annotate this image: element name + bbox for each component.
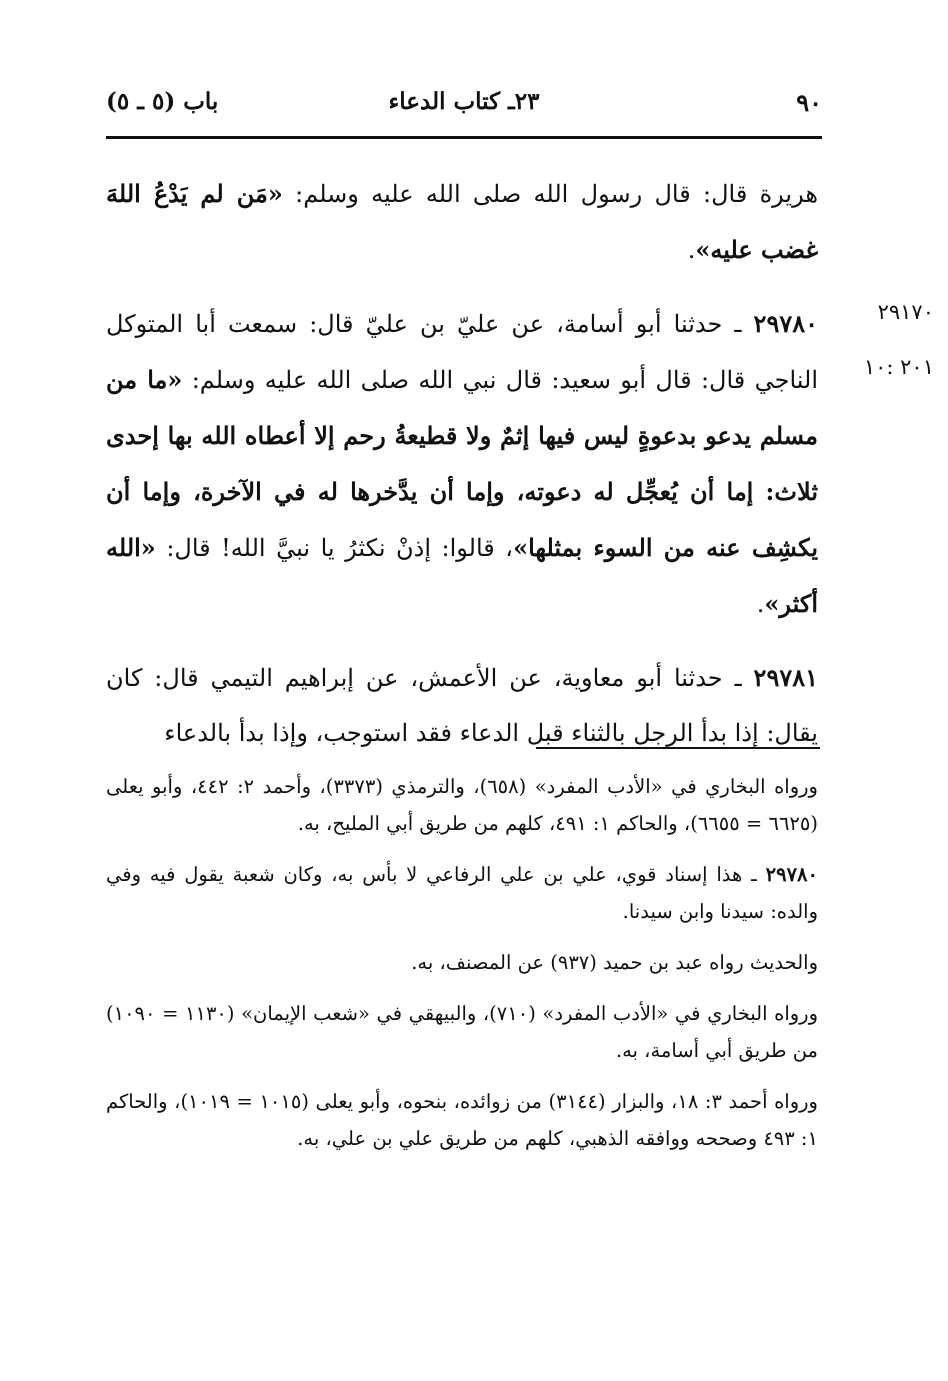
footnote: ورواه البخاري في «الأدب المفرد» (٦٥٨)، والترمذي (٣٣٧٣)، وأحمد ٢: ٤٤٢، وأبو يعلى (٦٦٢٥ = ٦٦٥٥)، والحاكم ١: ٤٩١، كلهم من طريق أبي المليح، به. xyxy=(106,775,818,835)
hadith-number: ٢٩٧٨٠ xyxy=(753,309,818,338)
margin-reference: ٢٠١ :١٠ xyxy=(863,355,934,379)
footnote-number: ٢٩٧٨٠ xyxy=(765,863,818,886)
page-number: ٩٠ xyxy=(796,88,822,117)
hadith-number: ٢٩٧٨١ xyxy=(753,663,818,692)
paragraph-text: هريرة قال: قال رسول الله صلى الله عليه وسلم: xyxy=(282,180,818,208)
paragraph-end: . xyxy=(687,236,696,264)
dialogue-text: ، قالوا: إذنْ نكثرُ يا نبيَّ الله! قال: xyxy=(155,534,514,562)
header-divider xyxy=(106,136,822,139)
hadith-29780 xyxy=(106,296,818,632)
footnote-text: ـ هذا إسناد قوي، علي بن علي الرفاعي لا بأس به، وكان شعبة يقول فيه وفي والده: سيدنا وابن سيدنا. xyxy=(106,863,818,923)
paragraph-end: . xyxy=(756,590,765,618)
footnotes xyxy=(106,768,818,1171)
running-header xyxy=(106,88,822,128)
margin-reference: ٢٩١٧٠ xyxy=(877,300,934,324)
hadith-29781 xyxy=(106,650,818,761)
footnote xyxy=(106,856,818,930)
footnote: ورواه أحمد ٣: ١٨، والبزار (٣١٤٤) من زوائده، بنحوه، وأبو يعلى (١٠١٥ = ١٠١٩)، والحاكم ١: ٤٩٣ وصححه ووافقه الذهبي، كلهم من طريق علي بن علي، به. xyxy=(106,1090,818,1150)
footnote: ورواه البخاري في «الأدب المفرد» (٧١٠)، والبيهقي في «شعب الإيمان» (١١٣٠ = ١٠٩٠) من طريق أبي أسامة، به. xyxy=(106,1002,818,1062)
isnad-text: ـ حدثنا أبو معاوية، عن الأعمش، عن إبراهيم التيمي قال: كان يقال: إذا بدأ الرجل بالثناء قبل الدعاء فقد استوجب، وإذا بدأ بالدعاء xyxy=(106,664,818,747)
footnote-divider xyxy=(536,747,820,749)
hadith-quote: «ما من مسلم يدعو بدعوةٍ ليس فيها إثمٌ ولا قطيعةُ رحم إلا أعطاه الله بها إحدى ثلاث: إما أن يُعجِّل له دعوته، وإما أن يدَّخرها له في الآخرة، وإما أن يكشِف عنه من السوء بمثلها» xyxy=(106,365,819,562)
hadith-quote: «مَن لم يَدْعُ اللهَ غضب عليه» xyxy=(106,179,818,264)
section-title: باب (٥ ـ ٥) xyxy=(106,88,219,115)
chapter-title: ٢٣ـ كتاب الدعاء xyxy=(388,88,540,115)
isnad-text: ـ حدثنا أبو أسامة، عن عليّ بن عليّ قال: سمعت أبا المتوكل الناجي قال: قال أبو سعيد: قال نبي الله صلى الله عليه وسلم: xyxy=(106,310,818,394)
hadith-quote-reply: «الله أكثر» xyxy=(106,533,818,618)
paragraph-continuation xyxy=(106,166,818,278)
footnote: والحديث رواه عبد بن حميد (٩٣٧) عن المصنف، به. xyxy=(411,951,818,974)
main-text xyxy=(106,166,818,761)
